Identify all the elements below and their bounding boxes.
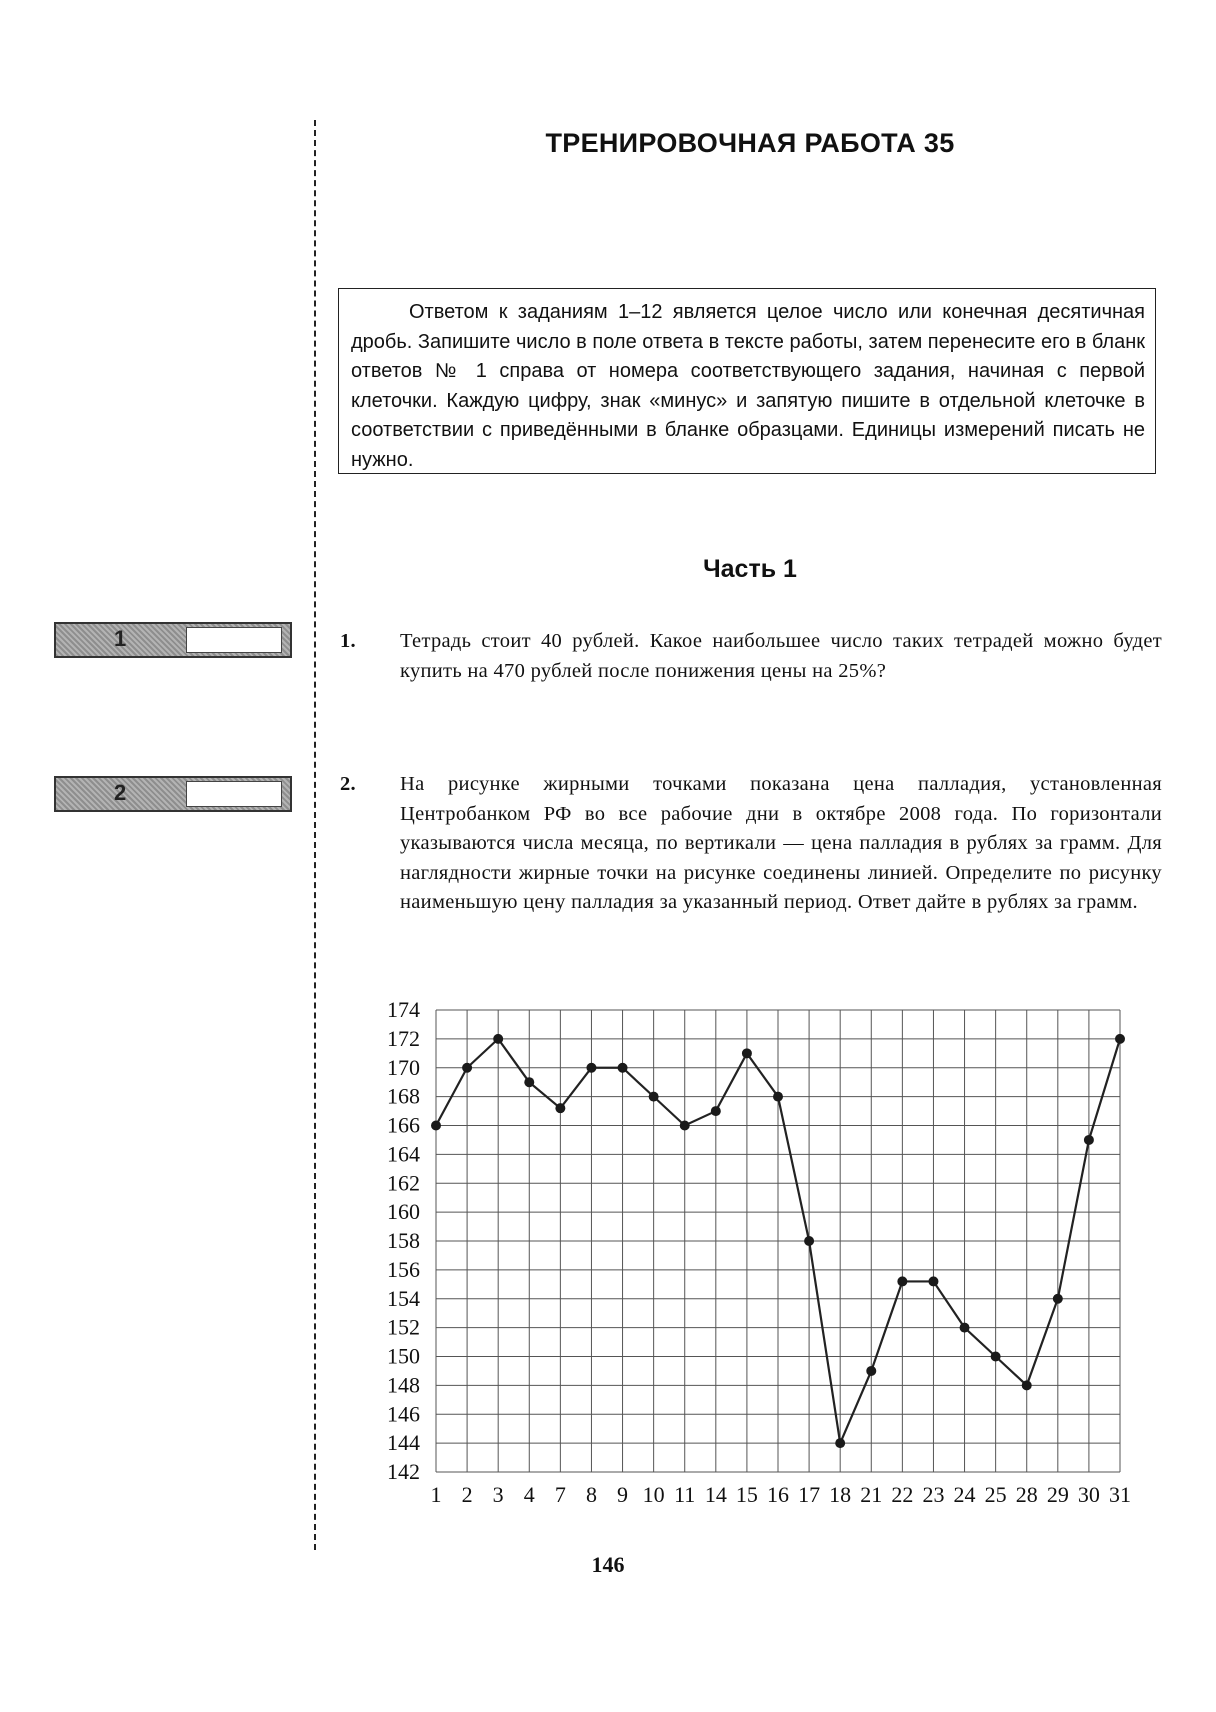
y-tick-label: 142 <box>387 1459 420 1484</box>
data-point <box>1084 1135 1094 1145</box>
x-tick-label: 24 <box>953 1482 976 1507</box>
x-tick-label: 16 <box>767 1482 789 1507</box>
data-point <box>462 1063 472 1073</box>
data-point <box>960 1323 970 1333</box>
y-tick-label: 150 <box>387 1343 420 1369</box>
y-tick-label: 168 <box>387 1083 420 1109</box>
task-number: 1. <box>340 630 356 652</box>
task-1 <box>340 627 1162 686</box>
x-tick-label: 11 <box>674 1482 696 1507</box>
x-tick-label: 9 <box>617 1482 629 1507</box>
answer-field-1[interactable] <box>186 627 282 653</box>
data-point <box>866 1366 876 1376</box>
y-tick-label: 154 <box>387 1285 420 1311</box>
data-point <box>586 1063 596 1073</box>
data-point <box>773 1092 783 1102</box>
data-point <box>618 1063 628 1073</box>
x-tick-label: 1 <box>430 1482 442 1507</box>
data-point <box>897 1276 907 1286</box>
y-tick-label: 166 <box>387 1112 420 1138</box>
x-tick-label: 21 <box>860 1482 883 1507</box>
task-text: На рисунке жирными точками показана цена палладия, установленная Центробанком РФ во все рабочие дни в октябре 2008 года. По горизонтали указываются числа месяца, по вертикали — цена палладия в рублях за грамм. Для наглядности жирные точки на рисунке соединены линией. Определите по рисунку наименьшую цену палладия за указанный период. Ответ дайте в рублях за грамм. <box>400 773 1162 913</box>
instructions-box: Ответом к заданиям 1–12 является целое число или конечная десятичная дробь. Запишите число в поле ответа в тексте работы, затем перенесите его в бланк ответов № 1 справа от номера соответствующего задания, начиная с первой клеточки. Каждую цифру, знак «минус» и запятую пишите в отдельной клеточке в соответствии с приведёнными в бланке образцами. Единицы измерений писать не нужно. <box>338 288 1156 474</box>
answer-box-number: 1 <box>114 626 127 651</box>
answer-box-number: 2 <box>114 780 127 805</box>
y-tick-label: 158 <box>387 1228 420 1253</box>
data-point <box>493 1034 503 1044</box>
y-tick-label: 162 <box>387 1170 420 1196</box>
data-point <box>431 1121 441 1131</box>
data-point <box>742 1048 752 1058</box>
y-tick-label: 174 <box>387 997 420 1022</box>
x-tick-label: 4 <box>523 1482 535 1507</box>
data-point <box>680 1121 690 1131</box>
x-tick-label: 8 <box>585 1482 597 1507</box>
x-tick-label: 7 <box>554 1482 566 1507</box>
chart-svg <box>340 990 1140 1520</box>
x-tick-label: 2 <box>461 1482 473 1507</box>
y-tick-label: 170 <box>387 1054 420 1080</box>
x-tick-label: 31 <box>1109 1482 1131 1507</box>
task-text: Тетрадь стоит 40 рублей. Какое наибольшее число таких тетрадей можно будет купить на 470 рублей после понижения цены на 25%? <box>400 630 1162 682</box>
y-tick-label: 160 <box>387 1199 420 1225</box>
data-point <box>1115 1034 1125 1044</box>
data-point <box>835 1438 845 1448</box>
y-tick-label: 172 <box>387 1025 420 1051</box>
y-tick-label: 148 <box>387 1372 420 1398</box>
x-tick-label: 17 <box>798 1482 821 1507</box>
x-tick-label: 28 <box>1015 1482 1038 1507</box>
x-tick-label: 18 <box>829 1482 852 1507</box>
y-tick-label: 156 <box>387 1256 420 1282</box>
y-tick-label: 164 <box>387 1141 420 1167</box>
x-tick-label: 10 <box>642 1482 665 1507</box>
x-tick-label: 14 <box>704 1482 727 1507</box>
page-title: ТРЕНИРОВОЧНАЯ РАБОТА 35 <box>545 128 955 158</box>
data-point <box>711 1106 721 1116</box>
y-tick-label: 144 <box>387 1430 420 1456</box>
x-tick-label: 3 <box>492 1482 504 1507</box>
data-point <box>649 1092 659 1102</box>
page-number: 146 <box>591 1552 625 1577</box>
x-tick-label: 25 <box>984 1482 1007 1507</box>
x-tick-label: 15 <box>735 1482 758 1507</box>
x-tick-label: 29 <box>1046 1482 1069 1507</box>
data-point <box>804 1236 814 1246</box>
palladium-price-chart <box>340 990 1140 1520</box>
x-tick-label: 30 <box>1077 1482 1100 1507</box>
answer-box-2 <box>54 776 292 812</box>
data-point <box>524 1077 534 1087</box>
data-point <box>928 1276 938 1286</box>
data-point <box>991 1352 1001 1362</box>
y-tick-label: 146 <box>387 1401 420 1427</box>
part-title: Часть 1 <box>703 555 797 583</box>
task-2 <box>340 770 1162 918</box>
data-point <box>1053 1294 1063 1304</box>
answer-field-2[interactable] <box>186 781 282 807</box>
x-tick-label: 23 <box>922 1482 945 1507</box>
data-point <box>555 1103 565 1113</box>
answer-box-1 <box>54 622 292 658</box>
data-point <box>1022 1380 1032 1390</box>
cut-line <box>314 120 316 1550</box>
task-number: 2. <box>340 773 356 795</box>
y-tick-label: 152 <box>387 1314 420 1340</box>
x-tick-label: 22 <box>891 1482 914 1507</box>
